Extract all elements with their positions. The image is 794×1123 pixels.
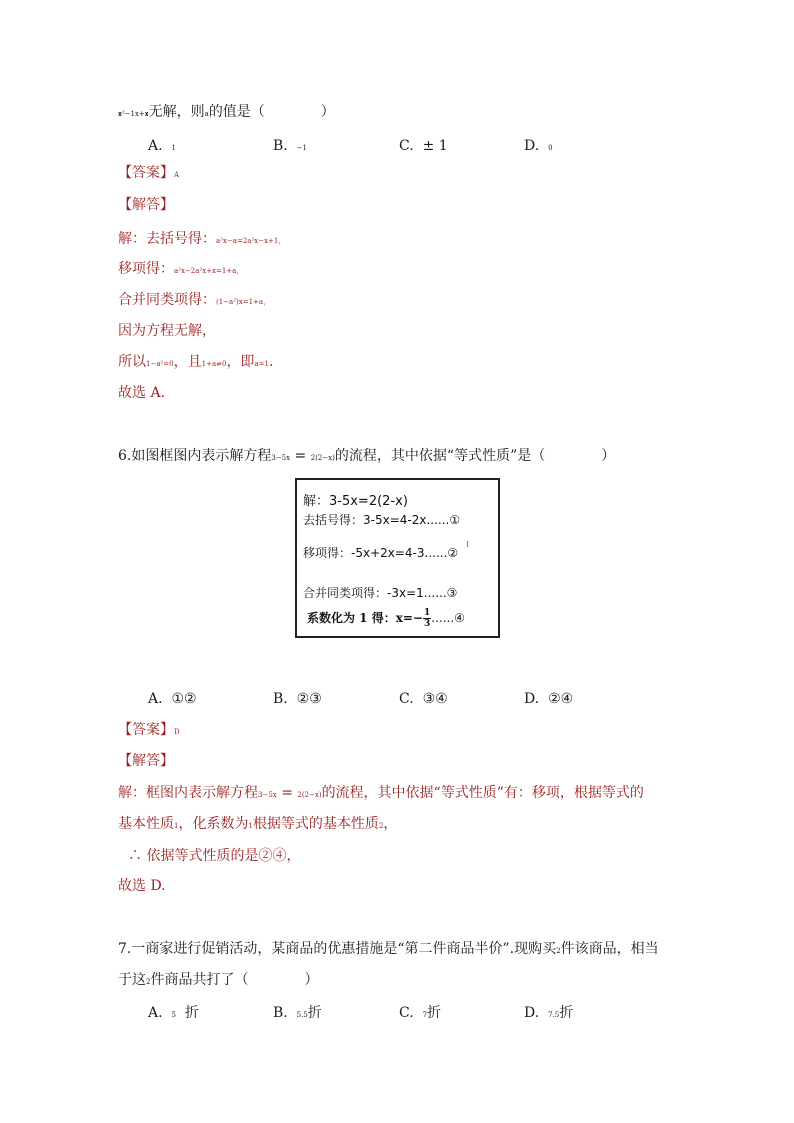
q5-option-c[interactable] — [399, 136, 448, 156]
stray-mark — [467, 541, 468, 547]
stem-text: 件该商品，相当 — [560, 941, 659, 957]
option-letter: A. — [148, 138, 163, 154]
expl-eq: = — [281, 785, 293, 801]
option-letter: B. — [273, 691, 288, 707]
q7-option-d[interactable] — [524, 1003, 573, 1025]
option-value: 5.5 — [296, 1011, 308, 1019]
expl-text: 根据等式的基本性质 — [252, 816, 379, 832]
expl-text: 的流程，其中依据“等式性质”有：移项，根据等式的 — [321, 785, 644, 801]
q5-stem-sub: a — [204, 110, 209, 118]
q6-option-b[interactable] — [273, 689, 322, 709]
q5-so-line — [118, 352, 273, 374]
answer-value: A — [174, 171, 180, 179]
q6-therefore: ∴ 依据等式性质的是②④， — [128, 848, 301, 864]
stem-math-1: 3−5x — [271, 454, 291, 462]
expl-text: 基本性质 — [118, 816, 174, 832]
stem-text: 于这 — [118, 972, 146, 988]
option-value: ②③ — [296, 691, 322, 707]
q5-option-a[interactable] — [148, 136, 176, 158]
option-unit: 折 — [427, 1005, 442, 1021]
stem-math-2: 2(2−x) — [310, 454, 335, 462]
q6-option-c[interactable] — [399, 689, 448, 709]
option-letter: C. — [399, 138, 414, 154]
q7-option-c[interactable] — [399, 1003, 441, 1025]
q6-explanation-line-1 — [118, 783, 644, 805]
option-value: −1 — [296, 144, 307, 152]
option-unit: 折 — [184, 1005, 199, 1021]
so-text: ，即 — [226, 354, 255, 370]
q5-stem — [118, 102, 335, 124]
q5-option-b[interactable] — [273, 136, 307, 158]
expl-sub-1: 1 — [174, 822, 179, 830]
q5-analysis-label: 【解答】 — [118, 197, 174, 213]
figure-line-5-tail: ......④ — [431, 611, 465, 625]
q7-option-b[interactable] — [273, 1003, 322, 1025]
fraction — [423, 608, 431, 629]
q6-conclusion: 故选 D. — [118, 878, 166, 894]
option-value: ②④ — [548, 691, 574, 707]
stem-num: 2 — [146, 978, 151, 986]
so-text: . — [268, 354, 274, 370]
q5-stem-math: 𝐱²−1x+𝐱 — [118, 110, 149, 118]
answer-label: 【答案】 — [118, 165, 174, 181]
figure-line-1: 解：3-5x=2(2-x) — [303, 494, 408, 509]
q5-step-1 — [118, 229, 285, 251]
q6-analysis-label: 【解答】 — [118, 753, 174, 769]
so-math-1: 1−a²=0 — [146, 360, 174, 368]
step-text: 合并同类项得： — [118, 292, 216, 308]
option-unit: 折 — [559, 1005, 574, 1021]
expl-text: 解：框图内表示解方程 — [118, 785, 258, 801]
option-letter: A. — [148, 691, 163, 707]
stem-eq: = — [294, 448, 307, 464]
option-letter: B. — [273, 138, 288, 154]
q7-stem-line-1 — [118, 939, 659, 961]
expl-math-1: 3−5x — [258, 791, 277, 799]
expl-text: ， — [383, 816, 398, 832]
q6-option-d[interactable] — [524, 689, 573, 709]
option-value: ①② — [171, 691, 197, 707]
stem-text: 7.一商家进行促销活动，某商品的优惠措施是“第二件商品半价”.现购买 — [118, 941, 557, 957]
option-unit: 折 — [307, 1005, 322, 1021]
stem-text: 6.如图框图内表示解方程 — [118, 448, 272, 464]
step-text: 解：去括号得： — [118, 231, 216, 247]
step-math: a²x−a=2a²x−x+1， — [216, 237, 286, 245]
q6-explanation-line-2 — [118, 814, 397, 836]
so-math-3: a=1 — [254, 360, 269, 368]
q5-stem-tail: 的值是（ ） — [208, 104, 335, 120]
option-letter: C. — [399, 1005, 414, 1021]
answer-label: 【答案】 — [118, 722, 174, 738]
q7-option-a[interactable] — [148, 1003, 199, 1025]
q6-answer — [118, 720, 180, 742]
step-math: a²x−2a²x+x=1+a， — [174, 267, 244, 275]
option-value: ③④ — [422, 691, 448, 707]
fraction-numerator: 1 — [423, 608, 431, 618]
solution-flowchart-figure — [295, 478, 500, 638]
q5-step-2 — [118, 259, 243, 281]
q5-answer — [118, 163, 179, 185]
q7-stem-line-2 — [118, 970, 318, 992]
option-value: 0 — [548, 144, 553, 152]
q5-step-4: 因为方程无解， — [118, 323, 216, 339]
expl-text: ，化系数为 — [178, 816, 249, 832]
so-text: 所以 — [118, 354, 146, 370]
option-letter: B. — [273, 1005, 288, 1021]
figure-line-4: 合并同类项得：-3x=1......③ — [303, 586, 458, 600]
expl-sub-2: 1 — [248, 822, 253, 830]
expl-sub-3: 2 — [378, 822, 384, 830]
figure-line-5 — [307, 608, 465, 629]
q5-stem-text: 无解，则 — [148, 104, 205, 120]
option-letter: D. — [524, 691, 540, 707]
figure-line-5-text: 系数化为 1 得：x=− — [307, 611, 423, 625]
option-value: 7.5 — [548, 1011, 560, 1019]
option-value: 7 — [422, 1011, 428, 1019]
option-letter: C. — [399, 691, 414, 707]
q5-option-d[interactable] — [524, 136, 553, 158]
step-math: (1−a²)x=1+a， — [216, 298, 271, 306]
option-value: 1 — [171, 144, 176, 152]
figure-line-2: 去括号得：3-5x=4-2x......① — [303, 513, 461, 527]
option-letter: D. — [524, 138, 540, 154]
stem-num: 2 — [556, 947, 561, 955]
fraction-denominator: 3 — [423, 619, 431, 629]
stem-text: 的流程，其中依据“等式性质”是（ ） — [334, 448, 616, 464]
option-value: 5 — [171, 1011, 176, 1019]
answer-value: D — [174, 728, 180, 736]
q5-step-3 — [118, 290, 270, 312]
q5-conclusion: 故选 A. — [118, 385, 166, 401]
stem-text: 件商品共打了（ ） — [150, 972, 319, 988]
figure-line-3: 移项得：-5x+2x=4-3......② — [303, 546, 459, 560]
option-letter: D. — [524, 1005, 540, 1021]
step-text: 移项得： — [118, 261, 174, 277]
q6-option-a[interactable] — [148, 689, 197, 709]
option-value: ± 1 — [422, 138, 448, 154]
so-text: ，且 — [173, 354, 202, 370]
option-letter: A. — [148, 1005, 163, 1021]
so-math-2: 1+a≠0 — [201, 360, 227, 368]
q6-stem — [118, 446, 615, 468]
expl-math-2: 2(2−x) — [297, 791, 322, 799]
